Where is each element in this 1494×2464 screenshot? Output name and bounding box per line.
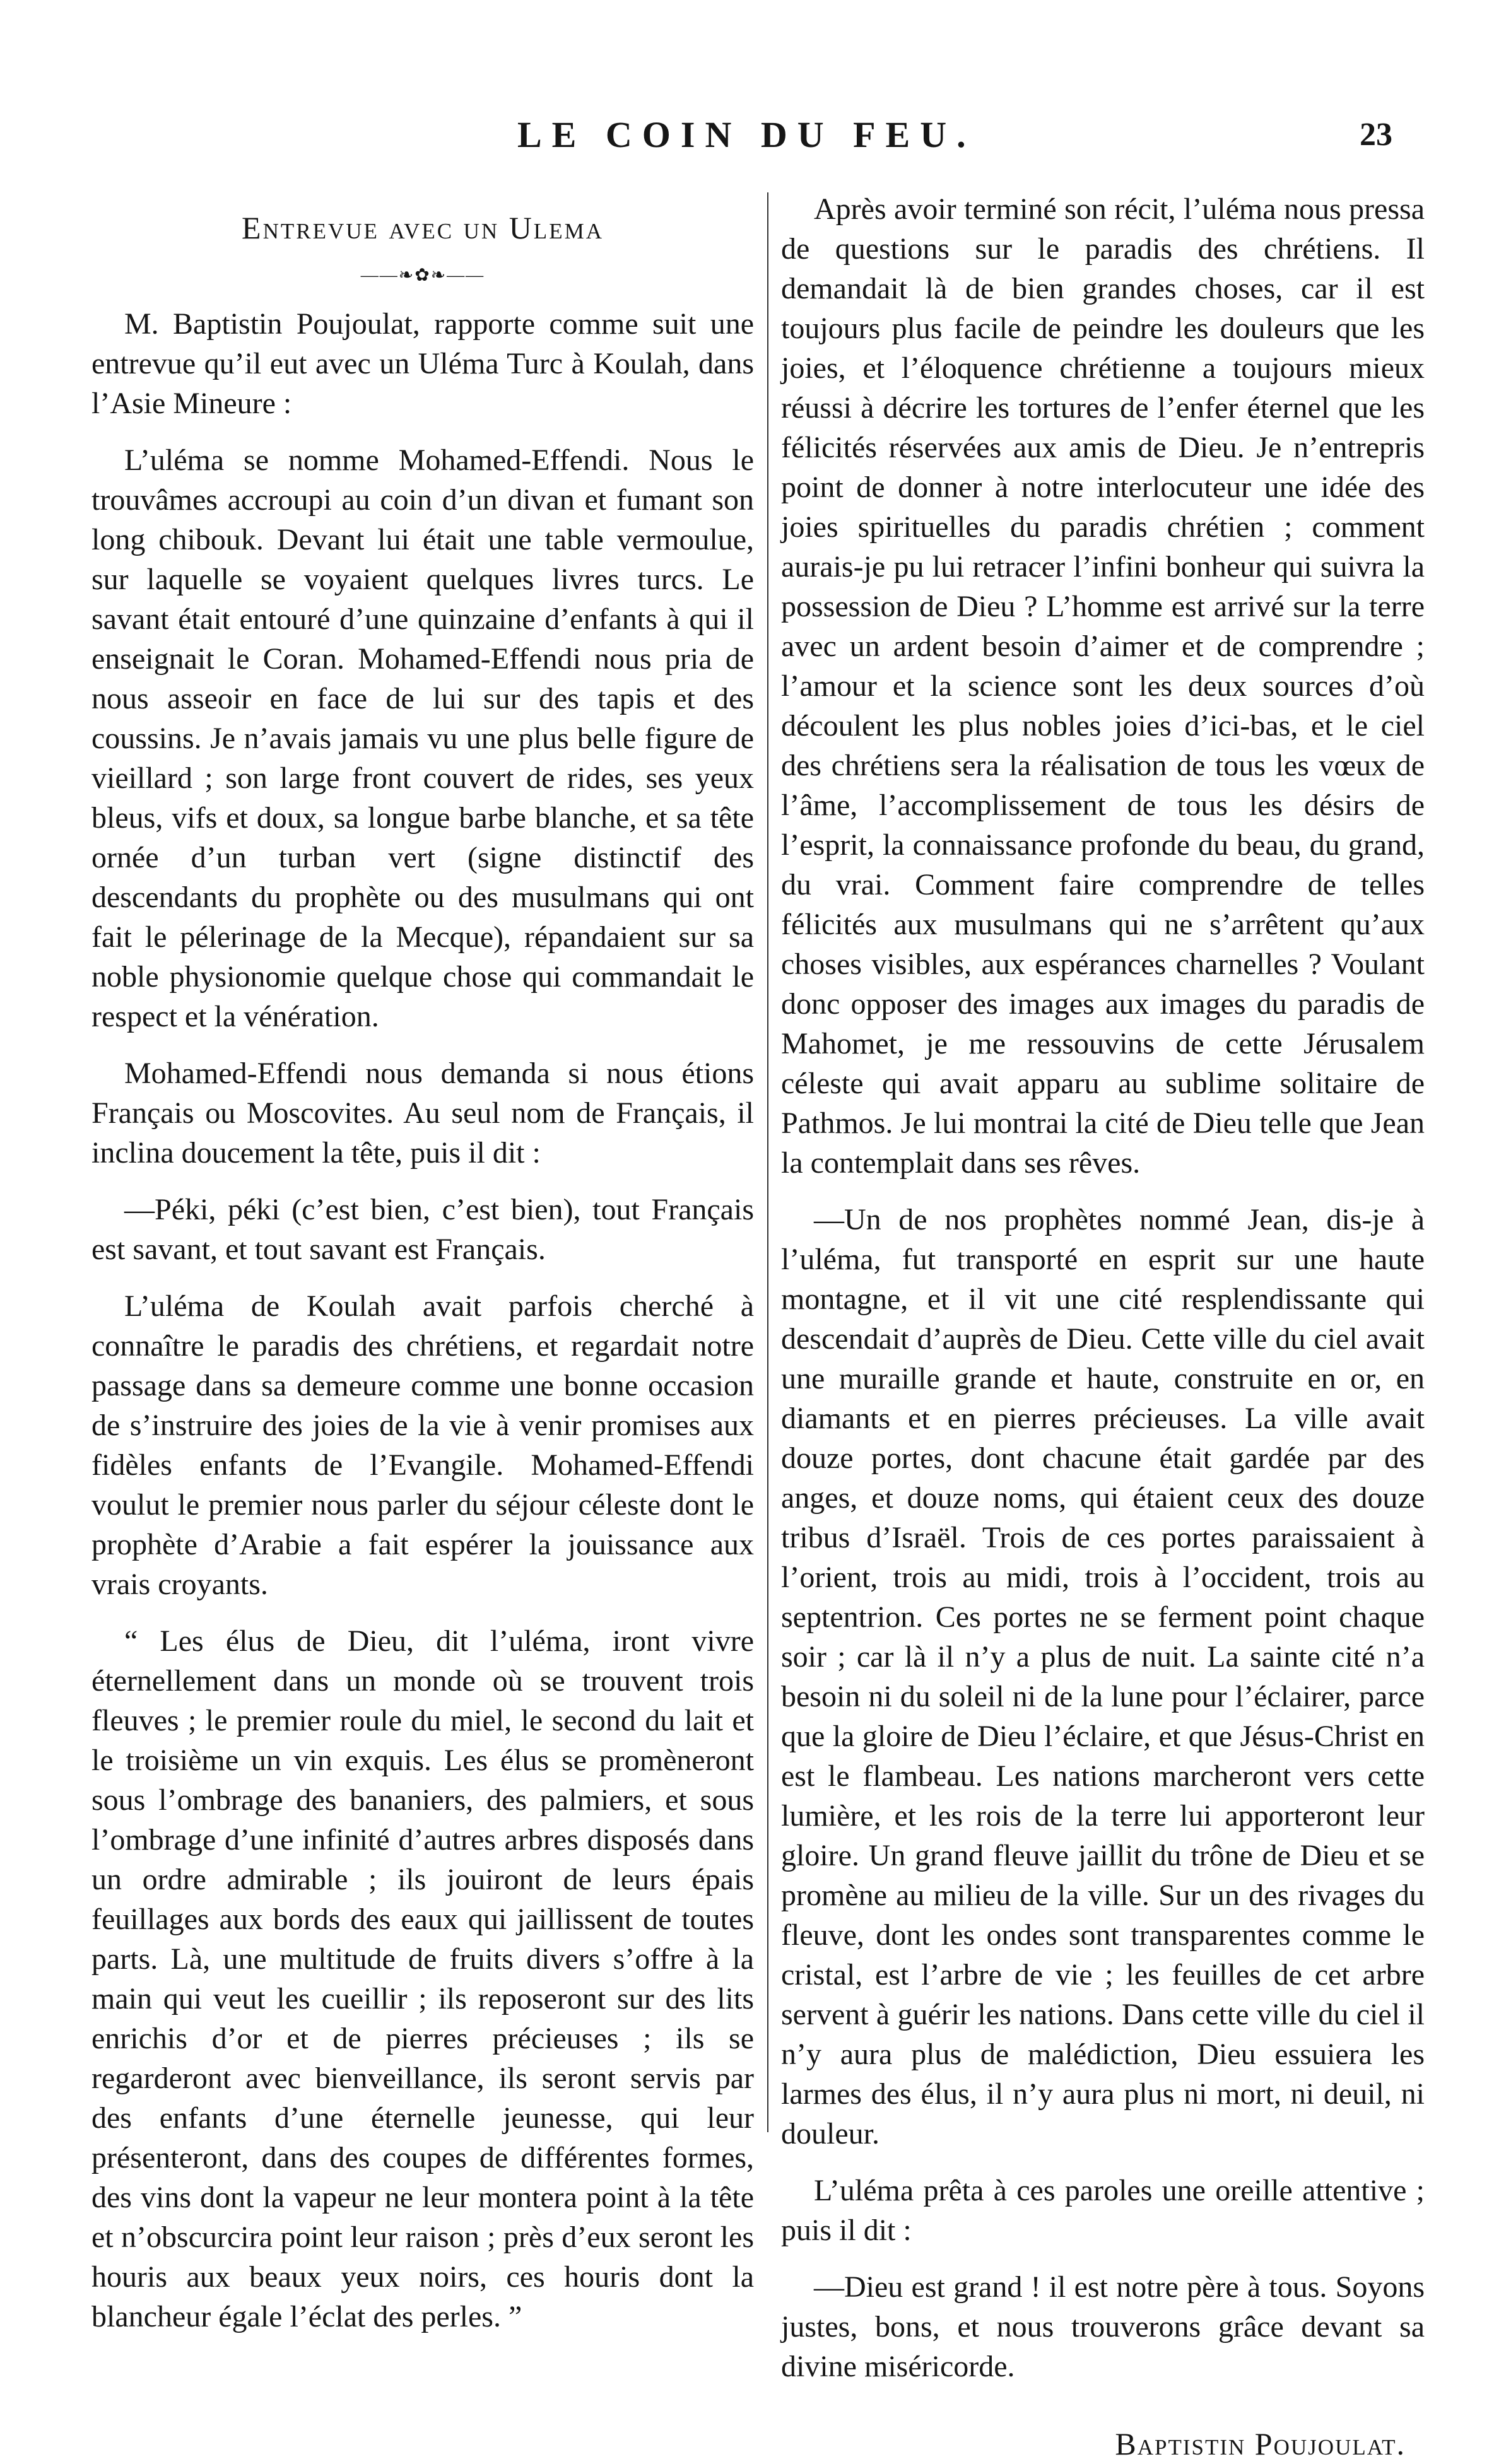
- running-title: LE COIN DU FEU.: [517, 114, 976, 155]
- paragraph-god-is-great: —Dieu est grand ! il est notre père à tous. Soyons justes, bons, et nous trouverons grâce devant sa divine miséricorde.: [781, 2270, 1425, 2383]
- page-number: 23: [1360, 117, 1392, 153]
- paragraph-christian-paradise: Après avoir terminé son récit, l’uléma nous pressa de questions sur le paradis des chrétiens. Il demandait là de bien grandes choses, car il est toujours plus facile de peindre les douleurs que les joies, et l’éloquence chrétienne a toujours mieux réussi à décrire les tortures de l’enfer éternel que les félicités réservées aux amis de Dieu. Je n’entrepris point de donner à notre interlocuteur une idée des joies spirituelles du paradis chrétien ; comment aurais-je pu lui retracer l’infini bonheur qui suivra la possession de Dieu ? L’homme est arrivé sur la terre avec un ardent besoin d’aimer et de comprendre ; l’amour et la science sont les deux sources d’où découlent les plus nobles joies d’ici-bas, et le ciel des chrétiens sera la réalisation de tous les vœux de l’âme, l’accomplissement de tous les désirs de l’esprit, la connaissance profonde du beau, du grand, du vrai. Comment faire comprendre de telles félicités aux musulmans qui ne s’arrêtent qu’aux choses visibles, aux espérances charnelles ? Voulant donc opposer des images aux images du paradis de Mahomet, je me ressouvins de cette Jérusalem céleste qui avait apparu au sublime solitaire de Pathmos. Je lui montrai la cité de Dieu telle que Jean la contemplait dans ses rêves.: [781, 192, 1425, 1180]
- left-column: [91, 189, 754, 2354]
- running-head: [0, 107, 1494, 164]
- article-title: Entrevue avec un Ulema: [242, 210, 604, 245]
- ornament-divider: ——❧✿❧——: [360, 266, 485, 285]
- signature: Baptistin Poujoulat.: [1115, 2426, 1406, 2461]
- paragraph-question: Mohamed-Effendi nous demanda si nous étions Français ou Moscovites. Au seul nom de Français, il inclina doucement la tête, puis il dit :: [91, 1057, 754, 1170]
- paragraph-uleme-description: L’uléma se nomme Mohamed-Effendi. Nous le trouvâmes accroupi au coin d’un divan et fumant son long chibouk. Devant lui était une table vermoulue, sur laquelle se voyaient quelques livres turcs. Le savant était entouré d’une quinzaine d’enfants à qui il enseignait le Coran. Mohamed-Effendi nous pria de nous asseoir en face de lui sur des tapis et des coussins. Je n’avais jamais vu une plus belle figure de vieillard ; son large front couvert de rides, ses yeux bleus, vifs et doux, sa longue barbe blanche, et sa tête ornée d’un turban vert (signe distinctif des descendants du prophète ou des musulmans qui ont fait le pélerinage de la Mecque), répandaient sur sa noble physionomie quelque chose qui commandait le respect et la vénération.: [91, 443, 754, 1033]
- column-rule: [767, 192, 768, 2132]
- right-column: [781, 189, 1425, 2464]
- paragraph-attentive: L’uléma prêta à ces paroles une oreille attentive ; puis il dit :: [781, 2174, 1425, 2247]
- paragraph-muslim-paradise: “ Les élus de Dieu, dit l’uléma, iront vivre éternellement dans un monde où se trouvent trois fleuves ; le premier roule du miel, le second du lait et le troisième un vin exquis. Les élus se promèneront sous l’ombrage des bananiers, des palmiers, et sous l’ombrage d’une infinité d’autres arbres disposés dans un ordre admirable ; ils jouiront de leurs épais feuillages aux bords des eaux qui jaillissent de toutes parts. Là, une multitude de fruits divers s’offre à la main qui veut les cueillir ; ils reposeront sur des lits enrichis d’or et de pierres précieuses ; ils se regarderont avec bienveillance, ils seront servis par des enfants d’une éternelle jeunesse, qui leur présenteront, dans des coupes de différentes formes, des vins dont la vapeur ne leur montera point à la tête et n’obscurcira point leur raison ; près d’eux seront les houris aux beaux yeux noirs, ces houris dont la blancheur égale l’éclat des perles. ”: [91, 1624, 754, 2333]
- paragraph-peki: —Péki, péki (c’est bien, c’est bien), tout Français est savant, et tout savant est Français.: [91, 1193, 754, 1266]
- paragraph-paradise-inquiry: L’uléma de Koulah avait parfois cherché à connaître le paradis des chrétiens, et regardait notre passage dans sa demeure comme une bonne occasion de s’instruire des joies de la vie à venir promises aux fidèles enfants de l’Evangile. Mohamed-Effendi voulut le premier nous parler du séjour céleste dont le prophète d’Arabie a fait espérer la jouissance aux vrais croyants.: [91, 1289, 754, 1601]
- paragraph-jerusalem: —Un de nos prophètes nommé Jean, dis-je à l’uléma, fut transporté en esprit sur une haute montagne, et il vit une cité resplendissante qui descendait d’auprès de Dieu. Cette ville du ciel avait une muraille grande et haute, construite en or, en diamants et en pierres précieuses. La ville avait douze portes, dont chacune était gardée par des anges, et douze noms, qui étaient ceux des douze tribus d’Israël. Trois de ces portes paraissaient à l’orient, trois au midi, trois à l’occident, trois au septentrion. Ces portes ne se ferment point chaque soir ; car là il n’y a plus de nuit. La sainte cité n’a besoin ni du soleil ni de la lune pour l’éclairer, parce que la gloire de Dieu l’éclaire, et que Jésus-Christ en est le flambeau. Les nations marcheront vers cette lumière, et les rois de la terre lui apporteront leur gloire. Un grand fleuve jaillit du trône de Dieu et se promène au milieu de la ville. Sur un des rivages du fleuve, dont les ondes sont transparentes comme le cristal, est l’arbre de vie ; les feuilles de cet arbre servent à guérir les nations. Dans cette ville du ciel il n’y aura plus de malédiction, Dieu essuiera les larmes des élus, il n’y aura plus ni mort, ni deuil, ni douleur.: [781, 1203, 1425, 2150]
- paragraph-intro: M. Baptistin Poujoulat, rapporte comme suit une entrevue qu’il eut avec un Uléma Turc à Koulah, dans l’Asie Mineure :: [91, 307, 754, 420]
